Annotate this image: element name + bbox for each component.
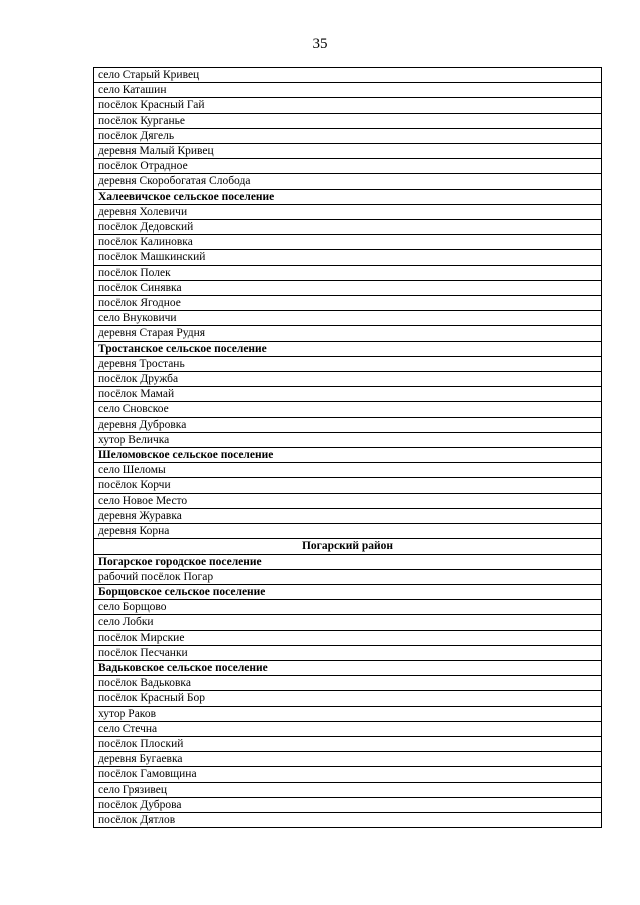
- locality-name: село Грязивец: [94, 782, 602, 797]
- locality-name: хутор Раков: [94, 706, 602, 721]
- locality-name: село Борщово: [94, 600, 602, 615]
- settlement-name: Борщовское сельское поселение: [94, 584, 602, 599]
- locality-name: деревня Старая Рудня: [94, 326, 602, 341]
- table-row: [94, 68, 602, 83]
- table-row: [94, 311, 602, 326]
- locality-name: посёлок Полек: [94, 265, 602, 280]
- district-name: Погарский район: [94, 539, 602, 554]
- table-row: [94, 128, 602, 143]
- table-row: [94, 204, 602, 219]
- locality-name: деревня Бугаевка: [94, 752, 602, 767]
- locality-name: посёлок Курганье: [94, 113, 602, 128]
- table-row: [94, 569, 602, 584]
- locality-name: рабочий посёлок Погар: [94, 569, 602, 584]
- locality-name: посёлок Корчи: [94, 478, 602, 493]
- locality-name: посёлок Калиновка: [94, 235, 602, 250]
- locality-name: посёлок Вадьковка: [94, 676, 602, 691]
- table-row: [94, 691, 602, 706]
- table-row: [94, 676, 602, 691]
- locality-name: посёлок Дятлов: [94, 812, 602, 827]
- locality-name: посёлок Дружба: [94, 372, 602, 387]
- table-row: [94, 372, 602, 387]
- locality-name: село Шеломы: [94, 463, 602, 478]
- table-row: [94, 721, 602, 736]
- locality-name: хутор Величка: [94, 432, 602, 447]
- settlement-heading-row: [94, 554, 602, 569]
- table-row: [94, 478, 602, 493]
- page-number: 35: [312, 36, 328, 52]
- settlement-name: Шеломовское сельское поселение: [94, 448, 602, 463]
- district-heading-row: [94, 539, 602, 554]
- locality-name: деревня Холевичи: [94, 204, 602, 219]
- locality-name: деревня Тростань: [94, 356, 602, 371]
- table-row: [94, 280, 602, 295]
- table-row: [94, 250, 602, 265]
- table-row: [94, 417, 602, 432]
- table-row: [94, 797, 602, 812]
- locality-name: деревня Малый Кривец: [94, 144, 602, 159]
- locality-name: посёлок Красный Гай: [94, 98, 602, 113]
- table-row: [94, 752, 602, 767]
- locality-name: село Стечна: [94, 721, 602, 736]
- table-row: [94, 524, 602, 539]
- table-row: [94, 326, 602, 341]
- table-row: [94, 402, 602, 417]
- table-row: [94, 600, 602, 615]
- locality-name: посёлок Дуброва: [94, 797, 602, 812]
- locality-name: деревня Дубровка: [94, 417, 602, 432]
- locality-name: посёлок Машкинский: [94, 250, 602, 265]
- locality-name: посёлок Мамай: [94, 387, 602, 402]
- table-row: [94, 630, 602, 645]
- table-row: [94, 265, 602, 280]
- table-row: [94, 736, 602, 751]
- table-row: [94, 615, 602, 630]
- settlement-heading-row: [94, 341, 602, 356]
- settlement-name: Халеевичское сельское поселение: [94, 189, 602, 204]
- locality-name: посёлок Плоский: [94, 736, 602, 751]
- locality-name: деревня Скоробогатая Слобода: [94, 174, 602, 189]
- locality-name: посёлок Гамовщина: [94, 767, 602, 782]
- locality-name: село Лобки: [94, 615, 602, 630]
- locality-name: посёлок Дедовский: [94, 220, 602, 235]
- table-row: [94, 493, 602, 508]
- table-row: [94, 98, 602, 113]
- table-row: [94, 508, 602, 523]
- table-row: [94, 645, 602, 660]
- locality-name: село Сновское: [94, 402, 602, 417]
- table-row: [94, 235, 602, 250]
- table-row: [94, 220, 602, 235]
- settlement-name: Погарское городское поселение: [94, 554, 602, 569]
- locality-name: посёлок Синявка: [94, 280, 602, 295]
- locality-name: село Старый Кривец: [94, 68, 602, 83]
- table-row: [94, 812, 602, 827]
- table-row: [94, 706, 602, 721]
- table-row: [94, 432, 602, 447]
- table-row: [94, 356, 602, 371]
- table-row: [94, 83, 602, 98]
- settlement-heading-row: [94, 448, 602, 463]
- locality-name: село Новое Место: [94, 493, 602, 508]
- locality-name: посёлок Отрадное: [94, 159, 602, 174]
- settlements-table: [93, 67, 602, 828]
- table-row: [94, 144, 602, 159]
- table-row: [94, 767, 602, 782]
- locality-name: посёлок Мирские: [94, 630, 602, 645]
- settlement-heading-row: [94, 189, 602, 204]
- settlement-heading-row: [94, 660, 602, 675]
- locality-name: посёлок Ягодное: [94, 296, 602, 311]
- settlement-name: Вадьковское сельское поселение: [94, 660, 602, 675]
- table-row: [94, 159, 602, 174]
- table-row: [94, 782, 602, 797]
- settlement-name: Тростанское сельское поселение: [94, 341, 602, 356]
- table-row: [94, 174, 602, 189]
- settlements-table-body: [94, 68, 602, 828]
- locality-name: деревня Журавка: [94, 508, 602, 523]
- locality-name: село Внуковичи: [94, 311, 602, 326]
- locality-name: посёлок Дягель: [94, 128, 602, 143]
- locality-name: посёлок Красный Бор: [94, 691, 602, 706]
- table-row: [94, 387, 602, 402]
- table-row: [94, 463, 602, 478]
- locality-name: деревня Корна: [94, 524, 602, 539]
- locality-name: посёлок Песчанки: [94, 645, 602, 660]
- locality-name: село Каташин: [94, 83, 602, 98]
- settlement-heading-row: [94, 584, 602, 599]
- table-row: [94, 113, 602, 128]
- table-row: [94, 296, 602, 311]
